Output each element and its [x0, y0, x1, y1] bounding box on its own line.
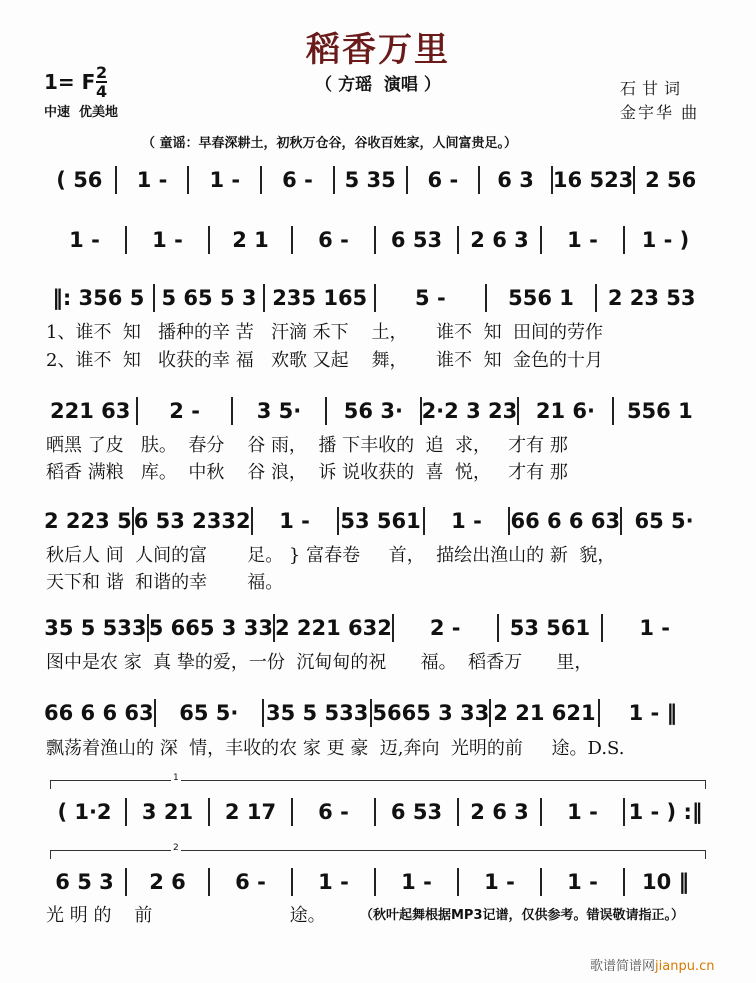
measure: 6 53	[376, 226, 459, 254]
staff-line	[44, 614, 706, 642]
lyric-line: 天下和 谐 和谐的幸 福。	[46, 572, 284, 593]
lyric-line: 图中是农 家 真 挚的爱，一份 沉甸甸的祝 福。 稻香万 里，	[46, 652, 593, 673]
measure: 2 221 632	[274, 616, 392, 640]
volta-2	[50, 843, 706, 859]
lyric-line: 光 明 的 前 途。	[46, 905, 326, 926]
composer: 金宇华 曲	[620, 103, 700, 122]
measure: 53 561	[339, 507, 425, 535]
lyric-line: 晒黑 了皮 肤。 春分 谷 雨， 播 下丰收的 追 求， 才有 那	[46, 435, 568, 456]
measure: 2 23 53	[607, 286, 696, 310]
key-signature: 1= F	[44, 70, 96, 94]
staff-line	[44, 284, 706, 312]
measure: 1 -	[253, 507, 339, 535]
measure: 2 6 3	[459, 798, 542, 826]
measure: 2 1	[210, 226, 293, 254]
measure: 5665 3 33	[372, 701, 490, 725]
measure: 2 6	[127, 868, 210, 896]
measure: 556 1	[626, 399, 693, 423]
measure: 3 5·	[233, 397, 327, 425]
measure: 2 17	[210, 798, 293, 826]
measure: 1 -	[459, 868, 542, 896]
measure: 65 5·	[156, 699, 264, 727]
lyric-line: 稻香 满粮 库。 中秋 谷 浪， 诉 说收获的 喜 悦， 才有 那	[46, 462, 568, 483]
measure: 221 63	[44, 397, 138, 425]
staff-line	[44, 798, 706, 826]
transcription-note: （秋叶起舞根据MP3记谱，仅供参考。错误敬请指正。）	[360, 908, 685, 923]
measure: 2 -	[394, 614, 499, 642]
measure: 1 -	[117, 166, 190, 194]
staff-line	[44, 507, 706, 535]
measure: 2 6 3	[459, 226, 542, 254]
measure: 556 1	[487, 284, 598, 312]
measure: 1 -	[639, 616, 670, 640]
measure: 2 -	[138, 397, 232, 425]
tempo-marking: 中速 优美地	[44, 105, 119, 120]
measure: 65 5·	[634, 509, 694, 533]
measure: 1 -	[542, 798, 625, 826]
watermark-url: jianpu.cn	[655, 959, 715, 974]
measure: 235 165	[265, 284, 376, 312]
lyric-line: 2、谁不 知 收获的幸 福 欢歌 又起 舞， 谁不 知 金色的十月	[46, 350, 604, 371]
time-top: 2	[96, 63, 108, 82]
measure: 53 561	[499, 614, 604, 642]
staff-line	[44, 226, 706, 254]
measure: 6 -	[408, 166, 481, 194]
volta-1	[50, 773, 706, 789]
measure: 1 -	[425, 507, 511, 535]
lyric-line: 秋后人 间 人间的富 足。 } 富春卷 首， 描绘出渔山的 新 貌，	[46, 545, 616, 566]
nursery-rhyme-note: （ 童谣：早春深耕土，初秋万仓谷，谷收百姓家，人间富贵足。）	[142, 136, 518, 151]
measure: 2 223 5	[44, 509, 132, 533]
measure: 6 -	[210, 868, 293, 896]
measure: 66 6 6 63	[510, 509, 621, 533]
lyric-line: 飘荡着渔山的 深 情，丰收的农 家 更 豪 迈,奔向 光明的前 途。D.S.	[46, 738, 625, 759]
measure: 2 56	[645, 168, 697, 192]
measure: 2 21 621	[491, 699, 599, 727]
measure: 6 -	[293, 798, 376, 826]
volta-2-label: 2	[173, 843, 179, 853]
staff-line	[44, 166, 706, 194]
staff-line	[44, 868, 706, 896]
measure: ‖: 356 5	[44, 284, 155, 312]
measure: 1 -	[44, 226, 127, 254]
measure: 1 -	[127, 226, 210, 254]
measure: 5 65 5 3	[155, 284, 266, 312]
measure: 35 5 533	[44, 614, 149, 642]
measure: 35 5 533	[264, 699, 372, 727]
measure: 1 -	[376, 868, 459, 896]
volta-1-label: 1	[173, 773, 179, 783]
measure: 6 53 2332	[133, 509, 251, 533]
measure: 66 6 6 63	[44, 701, 154, 725]
measure: 2·2 3 23	[421, 399, 518, 423]
measure: 6 -	[293, 226, 376, 254]
measure: 3 21	[127, 798, 210, 826]
staff-line	[44, 397, 706, 425]
measure: 6 3	[480, 166, 553, 194]
watermark-cn: 歌谱简谱网	[590, 959, 656, 974]
measure: 1 - )	[641, 228, 690, 252]
singer: （ 方瑶 演唱 ）	[315, 75, 441, 95]
measure: ( 1·2	[44, 798, 127, 826]
measure: 6 5 3	[44, 868, 127, 896]
song-title: 稻香万里	[306, 30, 450, 70]
time-signature	[96, 64, 107, 100]
measure: 1 - ‖	[628, 701, 678, 725]
measure: 1 -	[542, 226, 625, 254]
lyric-line: 1、谁不 知 播种的辛 苦 汗滴 禾下 土， 谁不 知 田间的劳作	[46, 322, 604, 343]
measure: 1 -	[293, 868, 376, 896]
lyricist: 石甘词	[620, 79, 687, 98]
measure: 5 35	[335, 166, 408, 194]
measure: 6 53	[376, 798, 459, 826]
watermark	[590, 955, 714, 974]
measure: 6 -	[262, 166, 335, 194]
measure: 21 6·	[519, 397, 613, 425]
measure: 5 -	[376, 284, 487, 312]
measure: 10 ‖	[641, 870, 690, 894]
measure: 1 -	[189, 166, 262, 194]
measure: 16 523	[552, 168, 634, 192]
measure: 56 3·	[327, 397, 421, 425]
measure: ( 56	[44, 166, 117, 194]
staff-line	[44, 699, 706, 727]
measure: 1 -	[542, 868, 625, 896]
measure: 1 - ) :‖	[628, 800, 703, 824]
time-bottom: 4	[96, 82, 108, 101]
measure: 5 665 3 33	[148, 616, 273, 640]
